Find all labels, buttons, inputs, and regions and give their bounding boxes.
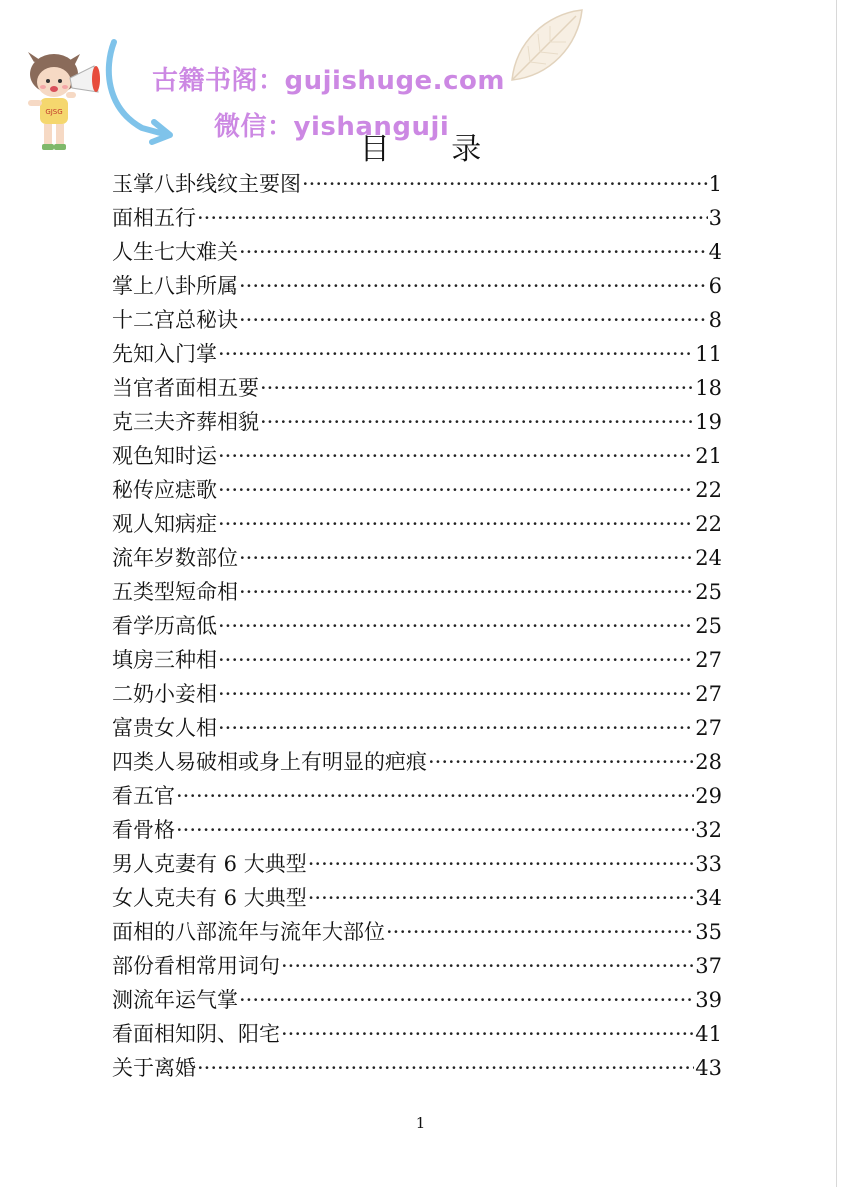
toc-leader-dots [239, 575, 694, 609]
toc-entry-page: 27 [695, 648, 722, 672]
toc-entry [112, 371, 722, 405]
toc-leader-dots [197, 1051, 694, 1085]
toc-entry [112, 303, 722, 337]
toc-entry-title: 看面相知阴、阳宅 [112, 1022, 280, 1046]
toc-entry-title: 面相五行 [112, 206, 196, 230]
toc-entry-title: 女人克夫有 6 大典型 [112, 886, 307, 910]
toc-entry [112, 541, 722, 575]
toc-entry [112, 337, 722, 371]
toc-entry-page: 43 [695, 1056, 722, 1080]
toc-entry-title: 填房三种相 [112, 648, 217, 672]
toc-entry-page: 37 [695, 954, 722, 978]
toc-entry-title: 观色知时运 [112, 444, 217, 468]
toc-leader-dots [176, 779, 694, 813]
toc-entry-title: 看骨格 [112, 818, 175, 842]
toc-leader-dots [239, 269, 708, 303]
toc-entry-page: 18 [695, 376, 722, 400]
toc-entry-page: 33 [695, 852, 722, 876]
toc-leader-dots [218, 507, 694, 541]
page-number: 1 [415, 1114, 426, 1132]
watermark-wechat-text: 微信：yishanguji [214, 112, 450, 142]
toc-entry-page: 27 [695, 682, 722, 706]
toc-entry [112, 847, 722, 881]
toc-entry-title: 测流年运气掌 [112, 988, 238, 1012]
toc-leader-dots [308, 881, 695, 915]
toc-entry [112, 983, 722, 1017]
page-edge-line [836, 0, 837, 1187]
toc-entry [112, 745, 722, 779]
toc-entry-page: 28 [695, 750, 722, 774]
toc-entry-title: 四类人易破相或身上有明显的疤痕 [112, 750, 427, 774]
toc-entry [112, 677, 722, 711]
toc-entry-title: 部份看相常用词句 [112, 954, 280, 978]
toc-leader-dots [218, 711, 694, 745]
toc-entry [112, 609, 722, 643]
toc-entry-title: 富贵女人相 [112, 716, 217, 740]
toc-leader-dots [218, 677, 694, 711]
toc-leader-dots [260, 371, 694, 405]
toc-leader-dots [239, 983, 694, 1017]
toc-title: 目 录 [359, 132, 508, 167]
toc-entry-page: 24 [695, 546, 722, 570]
toc-entry-page: 27 [695, 716, 722, 740]
toc-entry-title: 看五官 [112, 784, 175, 808]
toc-entry-page: 32 [695, 818, 722, 842]
toc-entry-page: 29 [695, 784, 722, 808]
toc-entry [112, 439, 722, 473]
toc-entry-title: 克三夫齐葬相貌 [112, 410, 259, 434]
toc-leader-dots [281, 949, 694, 983]
toc-entry [112, 269, 722, 303]
toc-leader-dots [281, 1017, 694, 1051]
mascot-badge: GJSG [45, 108, 63, 116]
toc-entry [112, 1051, 722, 1085]
toc-entry [112, 949, 722, 983]
toc-entry-title: 先知入门掌 [112, 342, 217, 366]
toc-entry [112, 235, 722, 269]
toc-entry-title: 观人知病症 [112, 512, 217, 536]
toc-leader-dots [218, 643, 694, 677]
toc-entry [112, 643, 722, 677]
toc-entry [112, 507, 722, 541]
toc-entry [112, 779, 722, 813]
toc-leader-dots [176, 813, 694, 847]
toc-entry-title: 面相的八部流年与流年大部位 [112, 920, 385, 944]
toc-entry-title: 看学历高低 [112, 614, 217, 638]
toc-entry [112, 405, 722, 439]
toc-leader-dots [239, 541, 694, 575]
toc-entry [112, 1017, 722, 1051]
toc-entry-title: 玉掌八卦线纹主要图 [112, 172, 301, 196]
toc-entry-title: 关于离婚 [112, 1056, 196, 1080]
toc-entry-title: 流年岁数部位 [112, 546, 238, 570]
toc-entry-page: 3 [708, 206, 722, 230]
toc-entry [112, 915, 722, 949]
toc-leader-dots [308, 847, 695, 881]
toc-entry-page: 22 [695, 512, 722, 536]
toc-entry-page: 25 [695, 580, 722, 604]
toc-leader-dots [302, 167, 708, 201]
toc-entry-title: 二奶小妾相 [112, 682, 217, 706]
toc-leader-dots [218, 473, 694, 507]
toc-entry [112, 201, 722, 235]
toc-leader-dots [239, 235, 708, 269]
toc-leader-dots [197, 201, 708, 235]
leaf-icon [506, 6, 586, 86]
toc-entry-page: 6 [708, 274, 722, 298]
toc-entry [112, 881, 722, 915]
toc-entry-page: 8 [708, 308, 722, 332]
toc-entry [112, 473, 722, 507]
toc-leader-dots [218, 439, 694, 473]
toc-entry-title: 男人克妻有 6 大典型 [112, 852, 307, 876]
toc-leader-dots [218, 609, 694, 643]
toc-entry-page: 4 [708, 240, 722, 264]
toc-entry-page: 1 [708, 172, 722, 196]
toc-entry-page: 25 [695, 614, 722, 638]
toc-list [112, 167, 722, 1085]
toc-leader-dots [386, 915, 694, 949]
toc-entry-page: 35 [695, 920, 722, 944]
toc-leader-dots [239, 303, 708, 337]
toc-entry [112, 813, 722, 847]
toc-entry [112, 575, 722, 609]
toc-entry-title: 掌上八卦所属 [112, 274, 238, 298]
toc-entry [112, 711, 722, 745]
toc-entry-page: 34 [695, 886, 722, 910]
toc-entry [112, 167, 722, 201]
toc-entry-page: 21 [695, 444, 722, 468]
toc-leader-dots [218, 337, 694, 371]
toc-entry-page: 22 [695, 478, 722, 502]
toc-entry-page: 19 [695, 410, 722, 434]
toc-entry-title: 人生七大难关 [112, 240, 238, 264]
toc-entry-title: 当官者面相五要 [112, 376, 259, 400]
toc-entry-title: 五类型短命相 [112, 580, 238, 604]
toc-leader-dots [260, 405, 694, 439]
toc-entry-page: 39 [695, 988, 722, 1012]
toc-entry-title: 十二宫总秘诀 [112, 308, 238, 332]
watermark-site-text: 古籍书阁：gujishuge.com [152, 66, 505, 96]
toc-entry-page: 41 [695, 1022, 722, 1046]
toc-leader-dots [428, 745, 694, 779]
toc-entry-page: 11 [695, 342, 722, 366]
toc-entry-title: 秘传应痣歌 [112, 478, 217, 502]
